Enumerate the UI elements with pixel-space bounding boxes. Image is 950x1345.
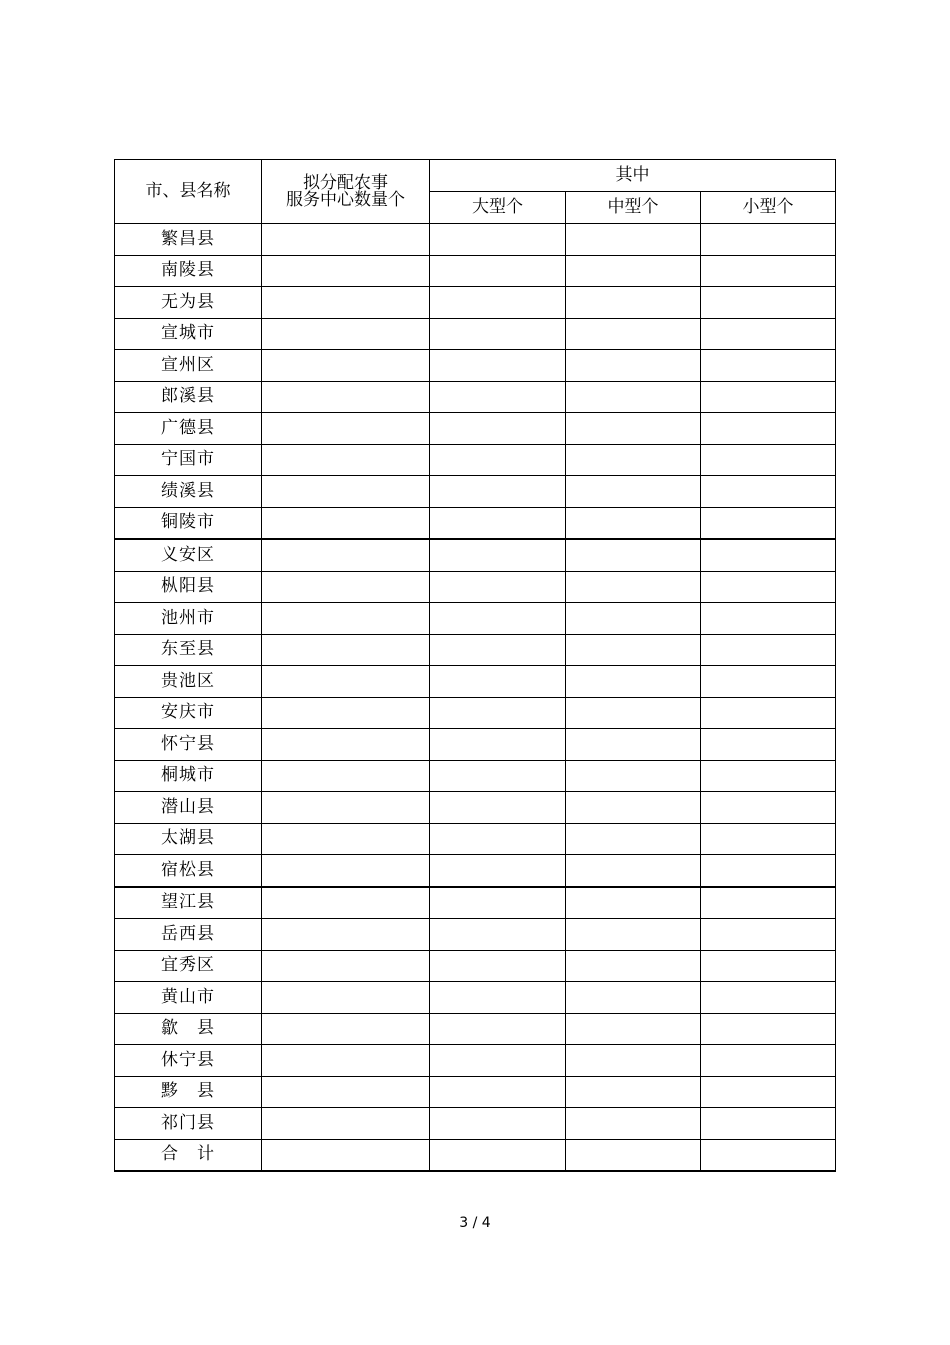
- empty-cell: [566, 634, 701, 666]
- region-name-cell: 黟 县: [115, 1076, 262, 1108]
- empty-cell: [566, 224, 701, 256]
- table-row: [115, 539, 836, 571]
- empty-cell: [262, 571, 430, 603]
- empty-cell: [430, 760, 566, 792]
- empty-cell: [566, 666, 701, 698]
- empty-cell: [262, 413, 430, 445]
- region-name-cell: 太湖县: [115, 823, 262, 855]
- table-row: [115, 666, 836, 698]
- empty-cell: [262, 1139, 430, 1171]
- empty-cell: [566, 697, 701, 729]
- empty-cell: [262, 287, 430, 319]
- empty-cell: [701, 1013, 836, 1045]
- empty-cell: [430, 571, 566, 603]
- empty-cell: [701, 1108, 836, 1140]
- empty-cell: [566, 855, 701, 887]
- region-name-cell: 岳西县: [115, 919, 262, 951]
- empty-cell: [566, 476, 701, 508]
- empty-cell: [262, 224, 430, 256]
- region-name-cell: 合 计: [115, 1139, 262, 1171]
- empty-cell: [701, 255, 836, 287]
- region-name-cell: 宿松县: [115, 855, 262, 887]
- empty-cell: [566, 287, 701, 319]
- empty-cell: [430, 982, 566, 1014]
- region-name-cell: 东至县: [115, 634, 262, 666]
- empty-cell: [701, 381, 836, 413]
- empty-cell: [701, 539, 836, 571]
- region-name-cell: 枞阳县: [115, 571, 262, 603]
- empty-cell: [430, 1013, 566, 1045]
- empty-cell: [430, 855, 566, 887]
- empty-cell: [430, 350, 566, 382]
- region-name-cell: 广德县: [115, 413, 262, 445]
- empty-cell: [566, 760, 701, 792]
- region-name-cell: 潜山县: [115, 792, 262, 824]
- empty-cell: [430, 287, 566, 319]
- table-row: [115, 855, 836, 887]
- empty-cell: [566, 571, 701, 603]
- table-row: [115, 697, 836, 729]
- empty-cell: [566, 413, 701, 445]
- empty-cell: [566, 381, 701, 413]
- empty-cell: [701, 919, 836, 951]
- empty-cell: [701, 1139, 836, 1171]
- region-name-cell: 怀宁县: [115, 729, 262, 761]
- table-row: [115, 571, 836, 603]
- header-group: 其中: [430, 160, 836, 192]
- empty-cell: [430, 255, 566, 287]
- table-row: [115, 603, 836, 635]
- table-row: [115, 350, 836, 382]
- header-count: [262, 160, 430, 224]
- empty-cell: [430, 634, 566, 666]
- empty-cell: [262, 666, 430, 698]
- empty-cell: [701, 1076, 836, 1108]
- region-name-cell: 宣州区: [115, 350, 262, 382]
- empty-cell: [701, 982, 836, 1014]
- region-name-cell: 无为县: [115, 287, 262, 319]
- empty-cell: [701, 413, 836, 445]
- empty-cell: [566, 255, 701, 287]
- empty-cell: [262, 792, 430, 824]
- empty-cell: [262, 697, 430, 729]
- empty-cell: [262, 950, 430, 982]
- empty-cell: [701, 729, 836, 761]
- empty-cell: [430, 603, 566, 635]
- empty-cell: [701, 476, 836, 508]
- empty-cell: [262, 476, 430, 508]
- empty-cell: [701, 507, 836, 539]
- empty-cell: [701, 697, 836, 729]
- empty-cell: [262, 444, 430, 476]
- region-name-cell: 郎溪县: [115, 381, 262, 413]
- empty-cell: [566, 1108, 701, 1140]
- table-row: [115, 823, 836, 855]
- empty-cell: [701, 603, 836, 635]
- region-name-cell: 绩溪县: [115, 476, 262, 508]
- table-row: [115, 950, 836, 982]
- region-name-cell: 南陵县: [115, 255, 262, 287]
- empty-cell: [430, 1108, 566, 1140]
- empty-cell: [701, 350, 836, 382]
- table-row: [115, 255, 836, 287]
- empty-cell: [430, 476, 566, 508]
- empty-cell: [262, 1013, 430, 1045]
- empty-cell: [566, 1076, 701, 1108]
- region-name-cell: 桐城市: [115, 760, 262, 792]
- empty-cell: [430, 1045, 566, 1077]
- empty-cell: [430, 887, 566, 919]
- table-row: [115, 1013, 836, 1045]
- empty-cell: [430, 919, 566, 951]
- header-large: 大型个: [430, 192, 566, 224]
- region-name-cell: 安庆市: [115, 697, 262, 729]
- empty-cell: [262, 507, 430, 539]
- empty-cell: [262, 982, 430, 1014]
- empty-cell: [262, 919, 430, 951]
- empty-cell: [262, 855, 430, 887]
- empty-cell: [701, 666, 836, 698]
- table-row: [115, 444, 836, 476]
- region-name-cell: 宣城市: [115, 318, 262, 350]
- empty-cell: [566, 792, 701, 824]
- empty-cell: [262, 255, 430, 287]
- empty-cell: [701, 571, 836, 603]
- empty-cell: [566, 444, 701, 476]
- empty-cell: [262, 634, 430, 666]
- empty-cell: [430, 444, 566, 476]
- empty-cell: [262, 760, 430, 792]
- region-name-cell: 宁国市: [115, 444, 262, 476]
- table-row: [115, 287, 836, 319]
- table-row: [115, 792, 836, 824]
- empty-cell: [566, 919, 701, 951]
- table-row: [115, 1045, 836, 1077]
- empty-cell: [430, 950, 566, 982]
- region-name-cell: 池州市: [115, 603, 262, 635]
- allocation-table: [114, 159, 836, 1172]
- empty-cell: [701, 318, 836, 350]
- empty-cell: [430, 318, 566, 350]
- table-row: [115, 760, 836, 792]
- header-row-1: [115, 160, 836, 192]
- empty-cell: [566, 318, 701, 350]
- empty-cell: [566, 950, 701, 982]
- header-count-line2: 服务中心数量个: [286, 189, 405, 210]
- empty-cell: [430, 666, 566, 698]
- table-row: [115, 224, 836, 256]
- table-row: [115, 919, 836, 951]
- empty-cell: [262, 823, 430, 855]
- empty-cell: [701, 760, 836, 792]
- table-row: [115, 1139, 836, 1171]
- empty-cell: [430, 697, 566, 729]
- empty-cell: [566, 539, 701, 571]
- header-small: 小型个: [701, 192, 836, 224]
- empty-cell: [262, 1045, 430, 1077]
- empty-cell: [701, 224, 836, 256]
- table-row: [115, 507, 836, 539]
- region-name-cell: 贵池区: [115, 666, 262, 698]
- header-count-line1: 拟分配农事: [303, 172, 388, 193]
- empty-cell: [701, 792, 836, 824]
- empty-cell: [701, 1045, 836, 1077]
- empty-cell: [701, 887, 836, 919]
- empty-cell: [262, 318, 430, 350]
- region-name-cell: 歙 县: [115, 1013, 262, 1045]
- empty-cell: [430, 823, 566, 855]
- empty-cell: [701, 823, 836, 855]
- empty-cell: [566, 887, 701, 919]
- empty-cell: [566, 823, 701, 855]
- region-name-cell: 宜秀区: [115, 950, 262, 982]
- empty-cell: [430, 1139, 566, 1171]
- table-row: [115, 413, 836, 445]
- header-medium: 中型个: [566, 192, 701, 224]
- empty-cell: [566, 1045, 701, 1077]
- empty-cell: [566, 603, 701, 635]
- empty-cell: [701, 855, 836, 887]
- region-name-cell: 黄山市: [115, 982, 262, 1014]
- region-name-cell: 义安区: [115, 539, 262, 571]
- empty-cell: [701, 444, 836, 476]
- empty-cell: [262, 539, 430, 571]
- empty-cell: [262, 381, 430, 413]
- empty-cell: [701, 634, 836, 666]
- empty-cell: [430, 539, 566, 571]
- empty-cell: [566, 982, 701, 1014]
- table-row: [115, 1076, 836, 1108]
- table-row: [115, 318, 836, 350]
- empty-cell: [430, 792, 566, 824]
- region-name-cell: 铜陵市: [115, 507, 262, 539]
- empty-cell: [262, 729, 430, 761]
- empty-cell: [262, 1076, 430, 1108]
- empty-cell: [566, 1013, 701, 1045]
- empty-cell: [430, 1076, 566, 1108]
- empty-cell: [262, 1108, 430, 1140]
- region-name-cell: 祁门县: [115, 1108, 262, 1140]
- empty-cell: [566, 350, 701, 382]
- empty-cell: [262, 603, 430, 635]
- table-row: [115, 476, 836, 508]
- empty-cell: [430, 413, 566, 445]
- page-number: 3 / 4: [459, 1215, 491, 1231]
- table-row: [115, 381, 836, 413]
- empty-cell: [430, 507, 566, 539]
- empty-cell: [701, 287, 836, 319]
- empty-cell: [566, 1139, 701, 1171]
- empty-cell: [430, 729, 566, 761]
- table-row: [115, 634, 836, 666]
- region-name-cell: 望江县: [115, 887, 262, 919]
- empty-cell: [262, 350, 430, 382]
- table-row: [115, 1108, 836, 1140]
- table-row: [115, 887, 836, 919]
- empty-cell: [566, 729, 701, 761]
- empty-cell: [430, 224, 566, 256]
- region-name-cell: 休宁县: [115, 1045, 262, 1077]
- table-row: [115, 982, 836, 1014]
- empty-cell: [430, 381, 566, 413]
- empty-cell: [566, 507, 701, 539]
- header-name: 市、县名称: [115, 160, 262, 224]
- empty-cell: [262, 887, 430, 919]
- empty-cell: [701, 950, 836, 982]
- region-name-cell: 繁昌县: [115, 224, 262, 256]
- table-row: [115, 729, 836, 761]
